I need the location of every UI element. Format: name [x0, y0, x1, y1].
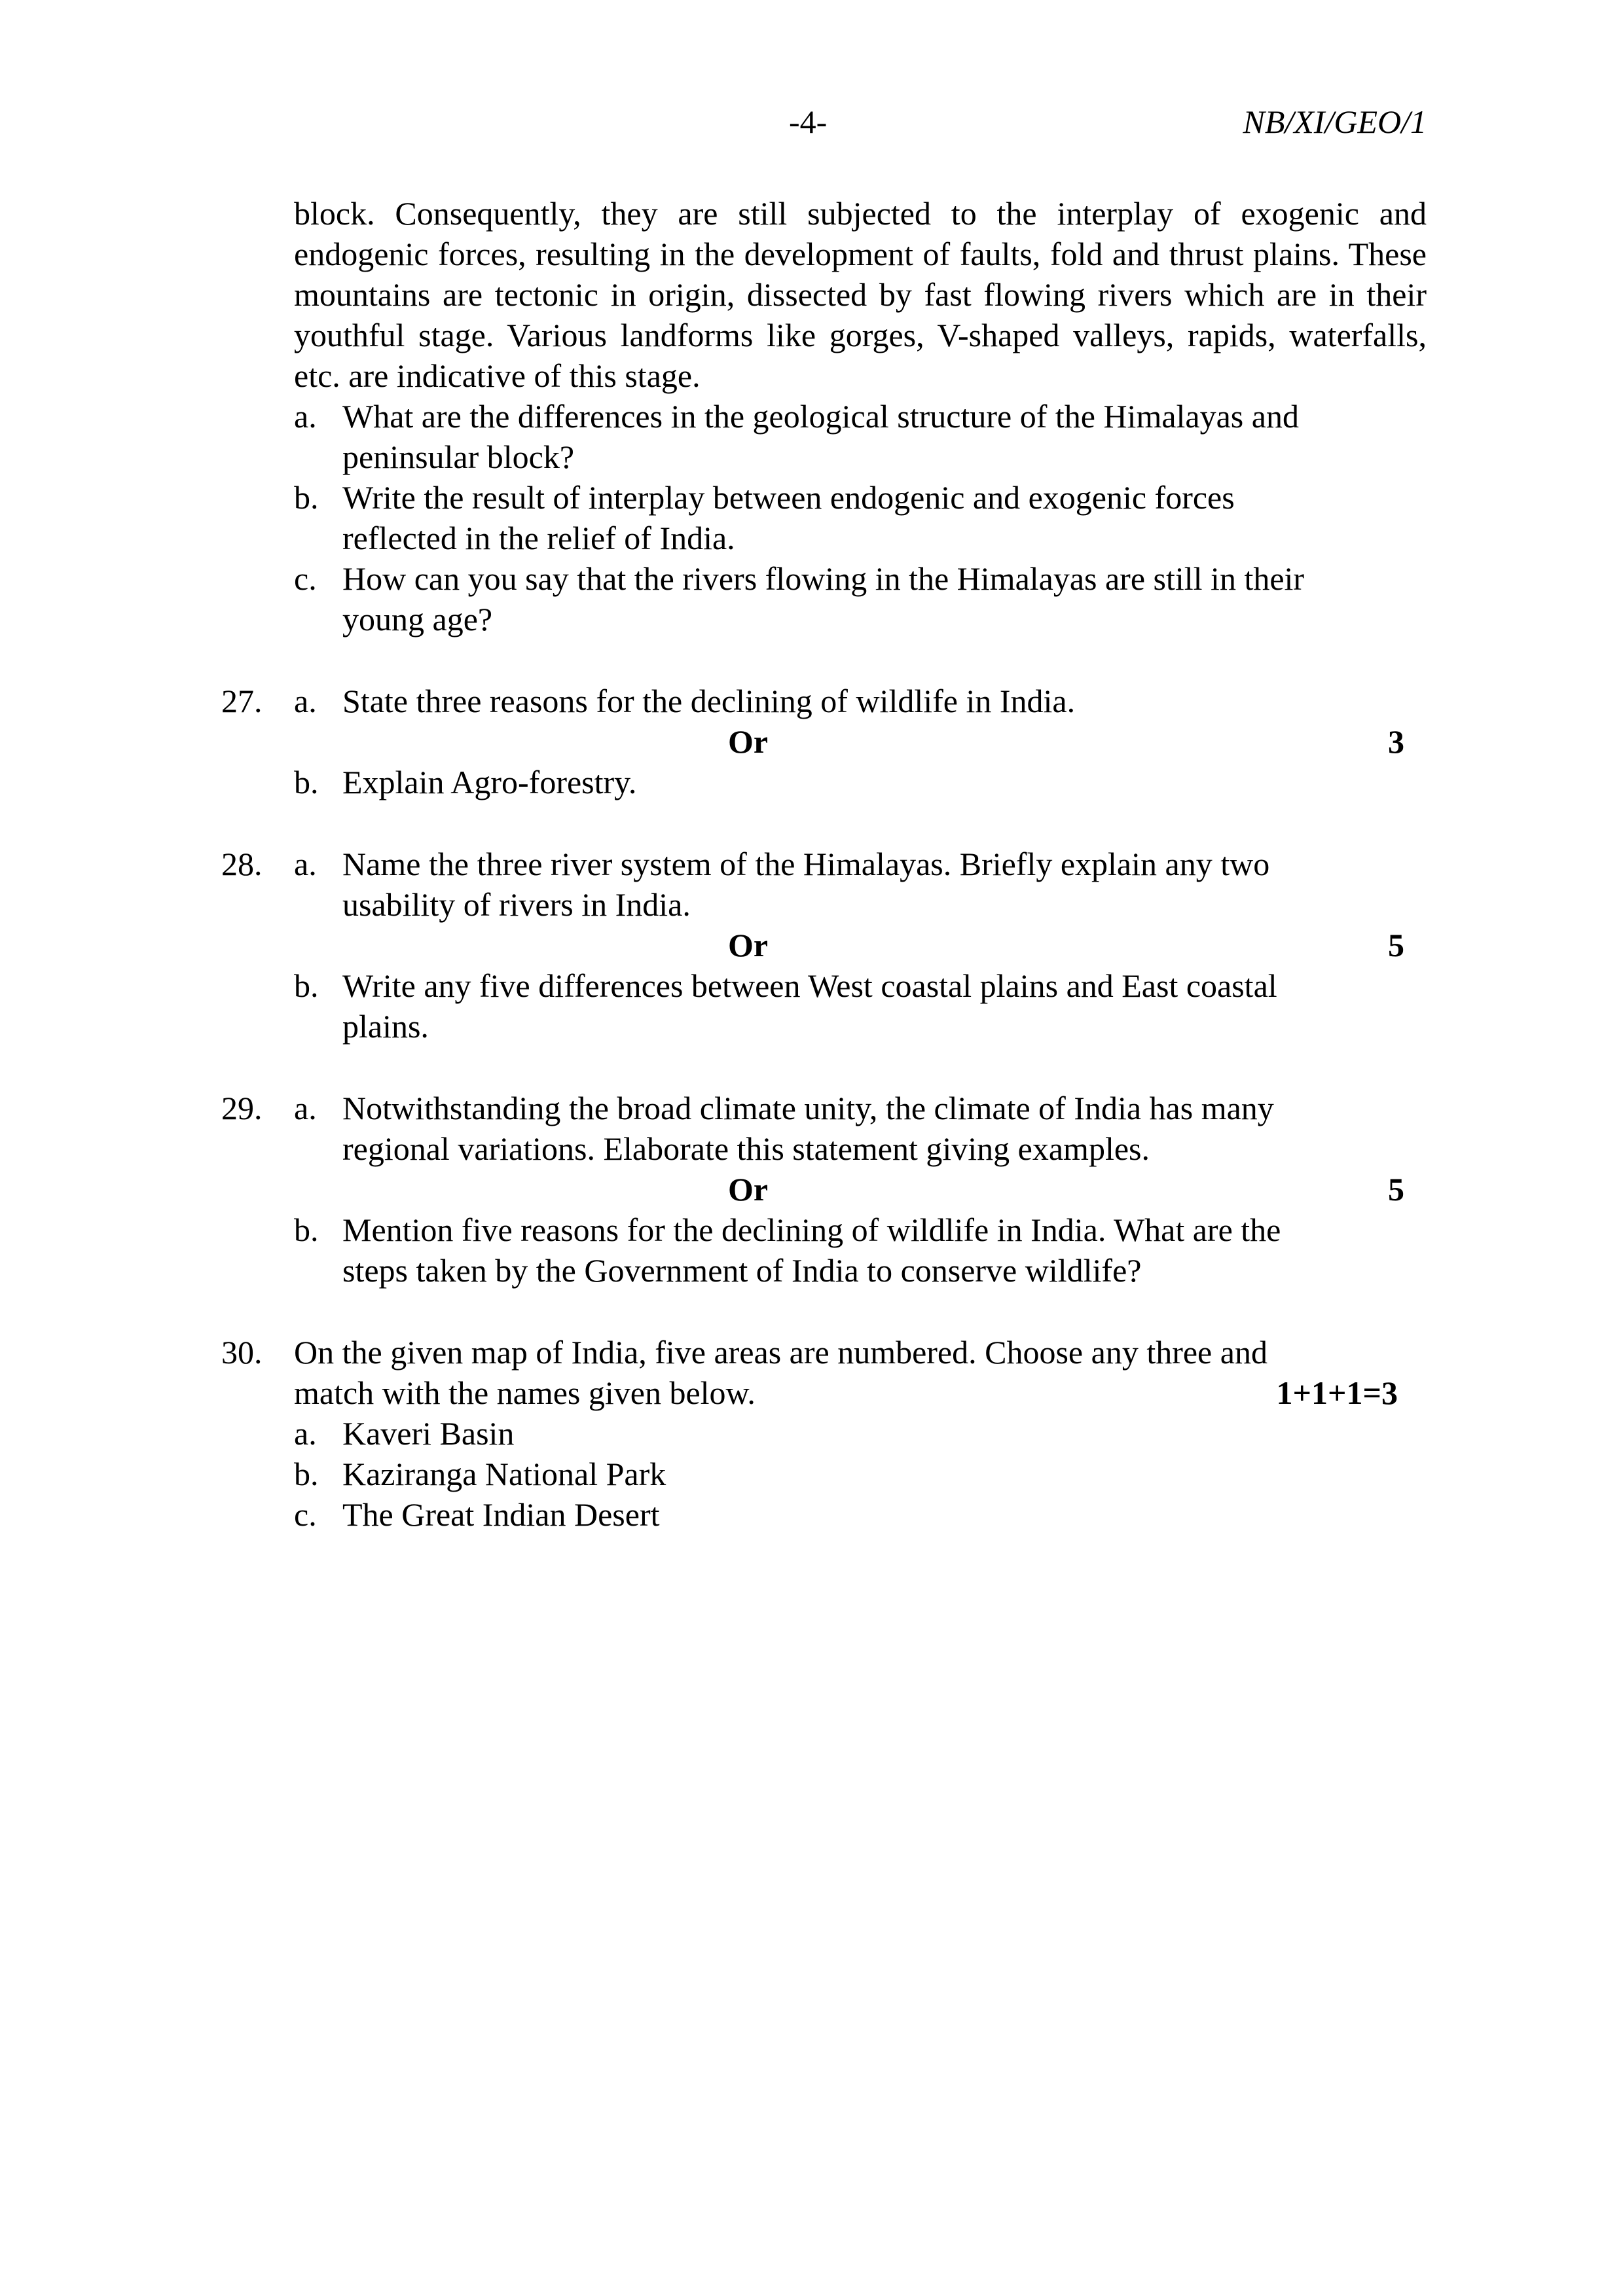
q29-number: 29.	[221, 1090, 263, 1126]
q26-part-a-label: a.	[294, 398, 317, 435]
q28-a-line1: Name the three river system of the Himalayas. Briefly explain any two	[342, 846, 1270, 882]
q26-part-a-line1: What are the differences in the geological structure of the Himalayas and	[342, 398, 1299, 435]
q29-b-label: b.	[294, 1211, 319, 1248]
q30-marks: 1+1+1=3	[1276, 1374, 1398, 1411]
q27-number: 27.	[221, 683, 263, 719]
paper-code: NB/XI/GEO/1	[1243, 103, 1427, 140]
q26-part-b-label: b.	[294, 479, 319, 516]
q29-a-line2: regional variations. Elaborate this statement giving examples.	[342, 1130, 1150, 1167]
q27-b-label: b.	[294, 764, 319, 800]
q28-or: Or	[728, 927, 769, 963]
q27-a-text: State three reasons for the declining of wildlife in India.	[342, 683, 1076, 719]
q30-option-c-text: The Great Indian Desert	[342, 1496, 660, 1533]
q27-or: Or	[728, 723, 769, 760]
q30-option-a-label: a.	[294, 1415, 317, 1452]
q29-marks: 5	[1388, 1171, 1404, 1208]
q30-option-b-label: b.	[294, 1456, 319, 1492]
q29-a-label: a.	[294, 1090, 317, 1126]
q26-part-b-line2: reflected in the relief of India.	[342, 520, 735, 556]
q29-b-line1: Mention five reasons for the declining of wildlife in India. What are the	[342, 1211, 1281, 1248]
q29-a-line1: Notwithstanding the broad climate unity, the climate of India has many	[342, 1090, 1274, 1126]
q28-b-label: b.	[294, 967, 319, 1004]
q26-passage-text: block. Consequently, they are still subjected to the interplay of exogenic and endogenic forces, resulting in the development of faults, fold and thrust plains. These mountains are tectonic in origin, dissected by fast flowing rivers which are in their youthful stage. Various landforms like gorges, V-shaped valleys, rapids, waterfalls, etc. are indicative of this stage.	[294, 195, 1427, 394]
q29-or: Or	[728, 1171, 769, 1208]
q27-marks: 3	[1388, 723, 1404, 760]
q28-b-line1: Write any five differences between West coastal plains and East coastal	[342, 967, 1277, 1004]
q29-b-line2: steps taken by the Government of India to conserve wildlife?	[342, 1252, 1142, 1289]
q30-line1: On the given map of India, five areas are numbered. Choose any three and	[294, 1334, 1267, 1371]
q30-line2: match with the names given below.	[294, 1374, 756, 1411]
q28-marks: 5	[1388, 927, 1404, 963]
q27-b-text: Explain Agro-forestry.	[342, 764, 637, 800]
page-number: -4-	[789, 103, 828, 140]
q26-part-c-line2: young age?	[342, 601, 493, 637]
q26-part-c-label: c.	[294, 560, 317, 597]
q28-a-label: a.	[294, 846, 317, 882]
q30-option-b-text: Kaziranga National Park	[342, 1456, 666, 1492]
q26-part-a-line2: peninsular block?	[342, 439, 575, 475]
q28-a-line2: usability of rivers in India.	[342, 886, 691, 923]
q28-number: 28.	[221, 846, 263, 882]
q26-passage	[294, 193, 1427, 396]
q26-part-b-line1: Write the result of interplay between endogenic and exogenic forces	[342, 479, 1235, 516]
q30-option-a-text: Kaveri Basin	[342, 1415, 515, 1452]
q30-option-c-label: c.	[294, 1496, 317, 1533]
q26-part-c-line1: How can you say that the rivers flowing in the Himalayas are still in their	[342, 560, 1305, 597]
q27-a-label: a.	[294, 683, 317, 719]
q30-number: 30.	[221, 1334, 263, 1371]
q28-b-line2: plains.	[342, 1008, 429, 1045]
